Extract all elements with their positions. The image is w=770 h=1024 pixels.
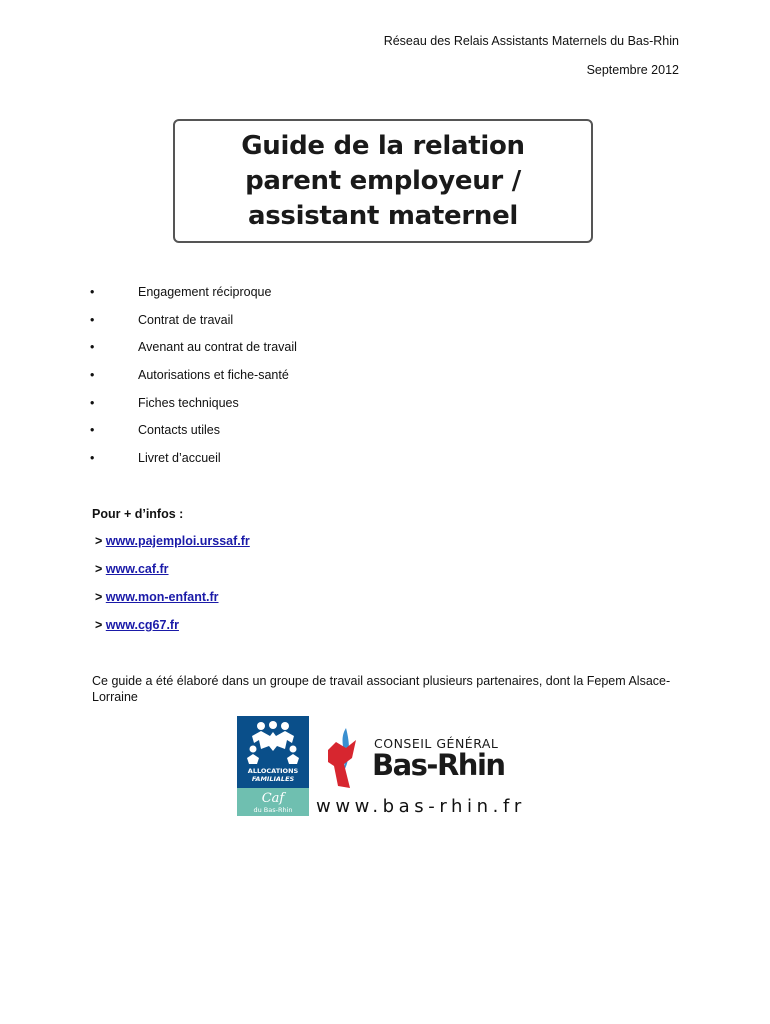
caf-logo-line1: ALLOCATIONS [247,767,299,775]
link-row [95,618,250,646]
link-row [95,562,250,590]
link-prefix: > [95,618,106,632]
title-box [173,119,593,243]
bullet-icon: • [90,340,95,355]
link-pajemploi[interactable]: www.pajemploi.urssaf.fr [105,534,250,548]
bullet-icon: • [90,423,95,438]
list-item-text: Engagement réciproque [138,285,272,299]
list-item-text: Contacts utiles [138,423,220,438]
info-links [95,534,250,646]
conseil-general-logo [326,728,526,788]
link-row [95,534,250,562]
bullet-icon: • [90,395,95,410]
link-prefix: > [95,534,106,548]
caf-logo [237,716,309,816]
caf-logo-name: Caf [261,791,285,806]
header-organization: Réseau des Relais Assistants Maternels du Bas-Rhin [383,34,679,48]
caf-logo-region: du Bas-Rhin [253,806,293,814]
title-line-2: parent employeur / [245,165,521,196]
list-item-text: Autorisations et fiche-santé [138,368,289,383]
list-item-text: Livret d’accueil [138,451,221,466]
header-date: Septembre 2012 [586,63,679,77]
caf-logo-line2: FAMILIALES [251,775,295,783]
bullet-icon: • [90,312,95,327]
website-text: www.bas-rhin.fr [316,796,526,817]
title-line-1: Guide de la relation [241,130,525,161]
more-info-heading: Pour + d’infos : [92,507,184,521]
link-cg67[interactable]: www.cg67.fr [105,618,179,632]
link-caf[interactable]: www.caf.fr [105,562,169,576]
bullet-icon: • [90,368,95,383]
cg-title: CONSEIL GÉNÉRAL [374,736,499,751]
list-item-text: Avenant au contrat de travail [138,340,297,355]
bullet-icon: • [90,451,95,466]
link-mon-enfant[interactable]: www.mon-enfant.fr [105,590,219,604]
link-prefix: > [95,590,106,604]
list-item-text: Fiches techniques [138,395,239,410]
link-row [95,590,250,618]
bas-rhin-emblem-icon [326,728,368,788]
bullet-icon: • [90,285,95,299]
credit-text: Ce guide a été élaboré dans un groupe de travail associant plusieurs partenaires, dont la Fepem Alsace-Lorraine [92,674,671,704]
link-prefix: > [95,562,106,576]
cg-name: Bas-Rhin [372,748,505,782]
title-line-3: assistant maternel [247,200,519,231]
list-item-text: Contrat de travail [138,312,234,327]
